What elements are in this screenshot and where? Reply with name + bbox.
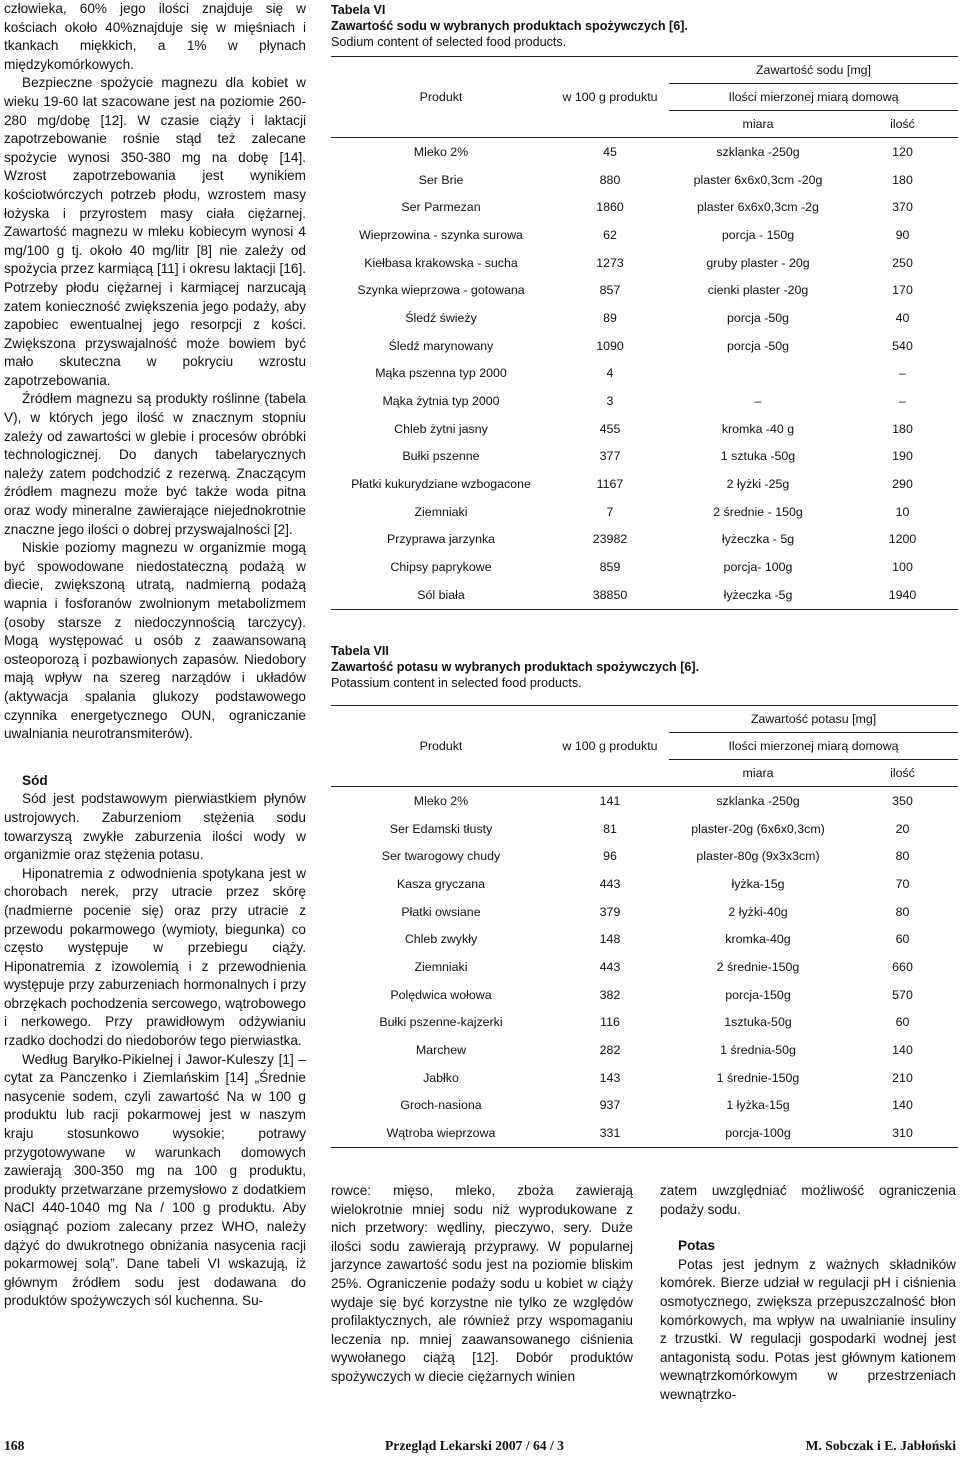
cell-ilosc: 60 [895,932,910,947]
table7-title: Zawartość potasu w wybranych produktach spożywczych [6]. [331,660,700,674]
cell-per100: 81 [603,821,617,836]
cell-miara: plaster 6x6x0,3cm -20g [693,172,823,187]
cell-miara [669,360,847,388]
cell-ilosc: 540 [892,338,913,353]
cell-miara: – [754,394,762,409]
cell-per100: 382 [599,987,621,1002]
cell-miara: 1 średnia-50g [720,1043,796,1058]
paragraph: człowieka, 60% jego ilości znajduje się w kościach około 40%znajduje się w mięśniach i tkankach miękkich, a 1% w płynach międzykomórkowych. [4,1,306,72]
cell-miara: 1 sztuka -50g [720,449,796,464]
cell-produkt: Mleko 2% [331,787,551,815]
table-row [331,898,958,926]
table-row [331,1036,958,1064]
cell-per100: 443 [599,876,621,891]
cell-ilosc: 190 [892,449,913,464]
cell-per100: 859 [599,560,621,575]
table-row [331,842,958,870]
table-row [331,1092,958,1120]
table-row [331,443,958,471]
cell-per100: 282 [599,1043,621,1058]
header-produkt: Produkt [331,57,551,138]
table-row [331,553,958,581]
cell-produkt: Ziemniaki [414,959,468,974]
table-row [331,138,958,166]
header-household: Ilości mierzonej miarą domową [669,733,958,760]
cell-produkt: Marchew [415,1043,467,1058]
paragraph: Według Baryłko-Pikielnej i Jawor-Kuleszy [1] – cytat za Panczenko i Ziemlańskim [14] „Średnie nasycenie sodem, czyli zawartość Na w 100 g produktu lub racji pokarmowej jest w naszym kraju stosunkowo wysokie; potrawy przygotowywane w warunkach domowych zawierają 300-350 mg na 100 g produktu, produkty przetwarzane przemysłowo z dodatkiem NaCl 440-1040 mg Na / 100 g produktu. Aby osiągnąć poziom zalecany przez WHO, należy dążyć do dwukrotnego obniżania nasycenia racji pokarmowej solą”. Dane tabeli VI wskazują, iż głównym źródłem sodu jest dodawana do produktów spożywczych sól kuchenna. Su- [4,1051,306,1309]
section-heading-sod: Sód [22,772,48,788]
cell-ilosc: 180 [892,172,913,187]
cell-per100: 7 [606,504,614,519]
paragraph: rowce: mięso, mleko, zboża zawierają wielokrotnie mniej sodu niż wyprodukowane z nich przetwory: wędliny, pieczywo, sery. Duże ilości sodu zawierają przyprawy. W popularnej jarzynce zawartość sodu jest na poziomie bliskim 25%. Ograniczenie podaży sodu u kobiet w ciąży wydaje się być korzystne nie tylko ze względów profilaktycznych, ale również przy wspomaganiu leczenia np. mniej zaawansowanego ciśnienia wywołanego ciążą [12]. Dobór produktów spożywczych w diecie ciężarnych winien [331,1183,633,1384]
cell-per100: 38850 [551,581,669,609]
header-per100: w 100 g produktu [551,706,669,787]
paragraph: Źródłem magnezu są produkty roślinne (tabela V), w których jego ilość w znacznym stopniu zależy od zawartości w glebie i procesów obróbki technologicznej. Do danych tabelarycznych należy zatem podchodzić z rezerwą. Znaczącym źródłem magnezu może być także woda pitna oraz wody mineralne zawierające niejednokrotnie znaczne jego ilości o dobrej przyswajalności [2]. [4,391,306,537]
cell-ilosc: 10 [895,504,910,519]
cell-produkt: Płatki kukurydziane wzbogacone [351,477,531,492]
table7-title-en: Potassium content in selected food products. [331,676,582,690]
cell-per100: 880 [599,172,621,187]
cell-miara: gruby plaster - 20g [706,255,810,270]
table-row [331,815,958,843]
cell-ilosc: 70 [895,876,910,891]
cell-miara: plaster-80g (9x3x3cm) [696,849,820,864]
table-row [331,498,958,526]
cell-produkt: Chleb zwykły [404,932,478,947]
cell-per100: 96 [603,849,617,864]
cell-produkt: Groch-nasiona [400,1098,482,1113]
cell-produkt: Chleb żytni jasny [394,421,488,436]
cell-miara: 1 średnie-150g [716,1070,800,1085]
cell-miara: porcja-150g [725,987,791,1002]
cell-ilosc: 660 [892,959,913,974]
cell-miara: plaster-20g (6x6x0,3cm) [691,821,825,836]
cell-miara: 2 łyżki-40g [728,904,788,919]
paragraph: Bezpieczne spożycie magnezu dla kobiet w wieku 19-60 lat szacowane jest na poziomie 260-280 mg/dobę [12]. W czasie ciąży i laktacji zapotrzebowanie rośnie stąd też zalecane spożycie wynosi 350-380 mg na dobę [14]. Wzrost zapotrzebowania jest wynikiem kościotwórczych potrzeb płodu, wzrostem masy łożyska i przyrostem masy ciała ciężarnej. Zawartość magnezu w mleku kobiecym wynosi 4 mg/100 g tj. około 40 mg/litr [8] nie zależy od spożycia przez karmiącą [11] i okresu laktacji [16]. Potrzeby płodu ciężarnej i karmiącej narzucają zatem konieczność zwiększenia jego podaży, aby zapobiec ewentualnej jego resorpcji z kości. Zwiększona przyswajalność może bowiem być mało skuteczna w pokryciu wzrostu zapotrzebowania. [4,75,306,388]
header-per100: w 100 g produktu [551,57,669,138]
table-row [331,221,958,249]
cell-miara: szklanka -250g [669,138,847,166]
cell-per100: 148 [599,932,621,947]
cell-produkt: Kiełbasa krakowska - sucha [364,255,518,270]
paragraph: zatem uwzględniać możliwość ograniczenia podaży sodu. [660,1183,956,1217]
cell-ilosc: 60 [895,1015,910,1030]
table-row [331,1009,958,1037]
cell-ilosc: 20 [895,821,910,836]
cell-ilosc: 250 [892,255,913,270]
cell-miara: porcja -50g [727,310,789,325]
left-column [4,0,306,1311]
table-row [331,193,958,221]
header-group: Zawartość sodu [mg] [669,57,958,84]
cell-per100: 1273 [596,255,624,270]
cell-per100: 455 [599,421,621,436]
cell-ilosc: 100 [892,560,913,575]
cell-produkt: Ser Parmezan [401,200,481,215]
paragraph: Niskie poziomy magnezu w organizmie mogą być spowodowane niedostateczną podażą w diecie, zwiększoną utratą, nadmierną podażą wapnia i fosforanów zwolnionym metabolizmem (osoby starsze z niedoczynnością tarczycy). Mogą występować u osób z zaawansowaną osteoporozą i pozbawionych zapasów. Niedobory mają wpływ na szereg narządów i układów (aktywacja spalania glukozy podstawowego czynnika energetycznego OUN, ograniczanie uwalniania neurotransmiterów). [4,540,306,742]
cell-miara: porcja -50g [727,338,789,353]
cell-per100: 45 [551,138,669,166]
table-row [331,166,958,194]
table-row [331,360,958,388]
table-row [331,787,958,815]
cell-produkt: Śledź marynowany [388,338,494,353]
header-ilosc: ilość [890,117,915,131]
cell-ilosc: 140 [892,1098,913,1113]
header-ilosc: ilość [890,766,915,780]
table6 [331,56,958,610]
table-row [331,581,958,609]
cell-per100: 116 [600,1015,620,1030]
bottom-right-column [660,1182,956,1405]
cell-ilosc: 210 [892,1070,913,1085]
cell-produkt: Mąka żytnia typ 2000 [382,394,500,409]
cell-produkt: Bułki pszenne-kajzerki [379,1015,503,1030]
cell-miara: kromka-40g [725,932,791,947]
table-row [331,953,958,981]
cell-miara: łyżeczka -5g [669,581,847,609]
cell-produkt: Ziemniaki [414,504,468,519]
cell-per100: 443 [599,959,621,974]
cell-produkt: Szynka wieprzowa - gotowana [357,283,525,298]
cell-per100: 141 [551,787,669,815]
cell-miara: 2 łyżki -25g [726,477,790,492]
table7-caption [331,643,699,691]
cell-ilosc: 120 [847,138,958,166]
cell-produkt: Sól biała [331,581,551,609]
cell-miara: 2 średnie - 150g [713,504,803,519]
cell-produkt: Chipsy paprykowe [390,560,492,575]
paragraph: Potas jest jednym z ważnych składników komórek. Bierze udział w regulacji pH i ciśnienia osmotycznego, zwiększa przepuszczalność błon komórkowych, ma wpływ na uwalnianie insuliny z trzustki. W regulacji gospodarki wodnej jest antagonistą sodu. Potas jest głównym kationem wewnątrzkomórkowym w przestrzeniach wewnątrzko- [660,1256,956,1402]
cell-ilosc: 370 [892,200,913,215]
cell-produkt: Mleko 2% [331,138,551,166]
table-row [331,981,958,1009]
cell-ilosc: 310 [847,1119,958,1147]
journal-name: Przegląd Lekarski 2007 / 64 / 3 [385,1438,564,1453]
table-row [331,870,958,898]
cell-ilosc: – [899,394,906,409]
cell-produkt: Ser Edamski tłusty [389,821,493,836]
table-row [331,332,958,360]
cell-per100: 377 [599,449,621,464]
table6-caption [331,2,688,50]
cell-per100: 1090 [596,338,624,353]
cell-produkt: Mąka pszenna typ 2000 [375,366,507,381]
table-row [331,304,958,332]
cell-per100: 331 [551,1119,669,1147]
cell-per100: 857 [599,283,621,298]
header-group: Zawartość potasu [mg] [669,706,958,733]
cell-produkt: Kasza gryczana [396,876,486,891]
header-produkt: Produkt [331,706,551,787]
cell-miara: 1 łyżka-15g [726,1098,790,1113]
cell-miara: plaster 6x6x0,3cm -2g [697,200,819,215]
cell-produkt: Ser Brie [418,172,464,187]
cell-produkt: Bułki pszenne [402,449,480,464]
cell-ilosc: 90 [895,227,910,242]
cell-per100: 937 [599,1098,621,1113]
cell-ilosc: – [899,366,906,381]
cell-miara: porcja- 100g [723,560,793,575]
header-miara: miara [742,766,774,780]
header-household: Ilości mierzonej miarą domową [669,84,958,111]
cell-produkt: Wieprzowina - szynka surowa [359,227,523,242]
cell-ilosc: 1200 [888,532,917,547]
table6-title: Zawartość sodu w wybranych produktach spożywczych [6]. [331,19,688,33]
cell-miara: szklanka -250g [669,787,847,815]
cell-miara: cienki plaster -20g [707,283,809,298]
cell-miara: porcja - 150g [721,227,795,242]
cell-per100: 4 [606,366,614,381]
cell-per100: 3 [606,394,614,409]
cell-ilosc: 180 [892,421,913,436]
cell-ilosc: 140 [892,1043,913,1058]
table-row [331,249,958,277]
table-row [331,526,958,554]
cell-ilosc: 350 [847,787,958,815]
table7-label: Tabela VII [331,644,389,658]
header-miara: miara [742,117,774,131]
cell-miara: porcja-100g [669,1119,847,1147]
table-row [331,387,958,415]
cell-per100: 89 [603,310,617,325]
cell-produkt: Ser twarogowy chudy [381,849,501,864]
cell-produkt: Polędwica wołowa [390,987,492,1002]
cell-ilosc: 570 [892,987,913,1002]
cell-produkt: Jabłko [423,1070,459,1085]
table7 [331,705,958,1148]
cell-per100: 379 [599,904,621,919]
paragraph: Sód jest podstawowym pierwiastkiem płynów ustrojowych. Zaburzeniom stężenia sodu towarzyszą zwykłe zaburzenia ilości wody w organizmie oraz stężenia potasu. [4,791,306,863]
cell-ilosc: 170 [892,283,913,298]
cell-ilosc: 80 [895,904,910,919]
cell-produkt: Śledź świeży [405,310,477,325]
cell-produkt: Płatki owsiane [401,904,481,919]
cell-per100: 23982 [592,532,628,547]
table-row [331,470,958,498]
cell-per100: 1860 [596,200,624,215]
cell-miara: łyżka-15g [731,876,785,891]
cell-ilosc: 40 [895,310,910,325]
page-number: 168 [4,1438,25,1453]
page-footer [0,1438,960,1460]
paragraph: Hiponatremia z odwodnienia spotykana jest w chorobach nerek, przy utracie przez skórę (nadmierne pocenie się) oraz przy utracie z przewodu pokarmowego (wymioty, biegunka) co często występuje w przebiegu ciąży. Hiponatremia z izowolemią i z przewodnienia występuje przy zaburzeniach hormonalnych i przy obrzękach pochodzenia sercowego, wątrobowego i nerkowego. Przy prawidłowym odżywianiu rzadko dochodzi do niedoborów tego pierwiastka. [4,865,306,1049]
table6-label: Tabela VI [331,3,386,17]
cell-produkt: Wątroba wieprzowa [331,1119,551,1147]
table-row [331,276,958,304]
cell-produkt: Przyprawa jarzynka [386,532,496,547]
cell-ilosc: 290 [892,477,913,492]
table6-title-en: Sodium content of selected food products. [331,35,567,49]
table-row [331,1119,958,1147]
cell-ilosc: 1940 [847,581,958,609]
table-row [331,415,958,443]
cell-miara: 2 średnie-150g [716,959,800,974]
cell-miara: kromka -40 g [721,421,795,436]
cell-per100: 62 [603,227,617,242]
table-row [331,925,958,953]
authors: M. Sobczak i E. Jabłoński [805,1438,956,1453]
table-row [331,1064,958,1092]
cell-per100: 143 [599,1070,621,1085]
cell-miara: 1sztuka-50g [724,1015,792,1030]
cell-ilosc: 80 [895,849,910,864]
cell-per100: 1167 [596,477,624,492]
bottom-middle-column [331,1182,633,1387]
section-heading-potas: Potas [678,1238,716,1254]
cell-miara: łyżeczka - 5g [721,532,795,547]
